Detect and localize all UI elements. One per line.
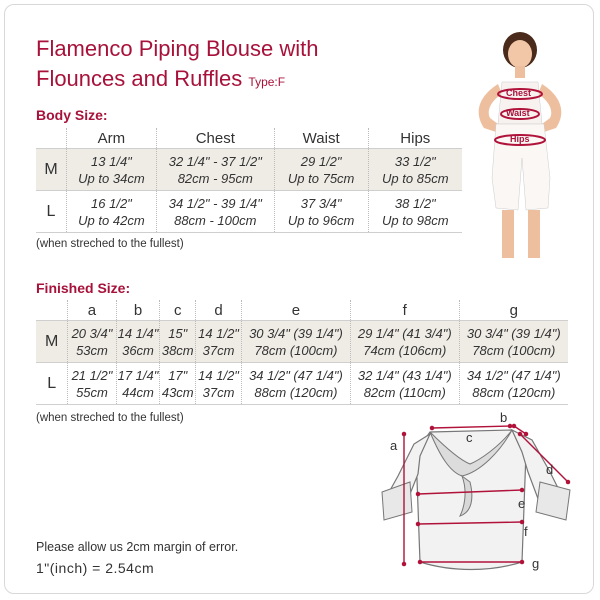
col-header-f: f xyxy=(350,300,459,321)
cell-centimeters: Up to 96cm xyxy=(287,212,355,228)
cell-centimeters: 78cm (100cm) xyxy=(472,342,556,358)
table-cell xyxy=(368,149,462,191)
body-size-note: (when streched to the fullest) xyxy=(36,238,184,250)
row-label-l: L xyxy=(36,191,66,233)
cell-inches: 32 1/4" (43 1/4") xyxy=(357,367,452,383)
cell-centimeters: 38cm xyxy=(161,342,194,358)
cell-centimeters: Up to 42cm xyxy=(78,212,145,228)
cell-centimeters: Up to 75cm xyxy=(287,170,355,186)
table-cell xyxy=(196,363,242,405)
finished-size-heading: Finished Size: xyxy=(36,280,131,296)
table-cell xyxy=(160,363,196,405)
cell-inches: 21 1/2" xyxy=(71,367,113,383)
diagram-label-d: d xyxy=(546,462,554,477)
table-cell xyxy=(350,321,459,363)
model-figure xyxy=(462,28,580,268)
col-header-chest: Chest xyxy=(156,128,274,149)
cell-centimeters: Up to 85cm xyxy=(382,170,449,186)
cell-centimeters: 55cm xyxy=(76,384,108,400)
type-label: Type:F xyxy=(248,75,286,89)
table-cell xyxy=(66,191,156,233)
unit-conversion-note: 1"(inch) = 2.54cm xyxy=(36,560,155,576)
corner-cell xyxy=(36,300,68,321)
table-cell xyxy=(116,363,160,405)
finished-size-table xyxy=(36,300,568,405)
table-cell xyxy=(116,321,160,363)
cell-centimeters: Up to 98cm xyxy=(382,212,449,228)
title-line-1: Flamenco Piping Blouse with xyxy=(36,36,319,61)
cell-centimeters: 37cm xyxy=(202,384,235,400)
cell-inches: 29 1/4" (41 3/4") xyxy=(357,325,452,341)
cell-centimeters: 74cm (106cm) xyxy=(363,342,447,358)
cell-inches: 32 1/4" - 37 1/2" xyxy=(168,153,262,169)
diagram-label-f: f xyxy=(524,524,528,539)
cell-centimeters: 88cm (120cm) xyxy=(254,384,338,400)
table-cell xyxy=(368,191,462,233)
cell-inches: 15" xyxy=(168,325,188,341)
row-label-l: L xyxy=(36,363,68,405)
col-header-g: g xyxy=(459,300,568,321)
cell-centimeters: Up to 34cm xyxy=(78,170,145,186)
cell-inches: 16 1/2" xyxy=(91,195,132,211)
diagram-label-c: c xyxy=(466,430,473,445)
table-row xyxy=(36,321,568,363)
table-cell xyxy=(242,363,351,405)
table-cell xyxy=(160,321,196,363)
table-row xyxy=(36,191,462,233)
table-cell xyxy=(274,191,368,233)
cell-centimeters: 53cm xyxy=(76,342,108,358)
diagram-label-g: g xyxy=(532,556,540,571)
diagram-label-b: b xyxy=(500,412,508,425)
cell-inches: 30 3/4" (39 1/4") xyxy=(466,325,561,341)
cell-centimeters: 82cm - 95cm xyxy=(177,170,253,186)
cell-inches: 37 3/4" xyxy=(300,195,342,211)
cell-centimeters: 88cm - 100cm xyxy=(174,212,257,228)
table-cell xyxy=(274,149,368,191)
cell-inches: 33 1/2" xyxy=(394,153,436,169)
waist-label: Waist xyxy=(506,108,530,118)
cell-inches: 34 1/2" - 39 1/4" xyxy=(168,195,262,211)
table-cell xyxy=(196,321,242,363)
cell-inches: 17" xyxy=(168,367,188,383)
cell-centimeters: 36cm xyxy=(122,342,154,358)
table-cell xyxy=(350,363,459,405)
diagram-label-a: a xyxy=(390,438,398,453)
cell-inches: 34 1/2" (47 1/4") xyxy=(466,367,561,383)
cell-centimeters: 88cm (120cm) xyxy=(472,384,556,400)
table-cell xyxy=(68,363,116,405)
col-header-arm: Arm xyxy=(66,128,156,149)
table-cell xyxy=(242,321,351,363)
chest-label: Chest xyxy=(506,88,532,98)
cell-inches: 29 1/2" xyxy=(300,153,342,169)
col-header-d: d xyxy=(196,300,242,321)
table-cell xyxy=(459,363,568,405)
table-cell xyxy=(156,149,274,191)
cell-inches: 30 3/4" (39 1/4") xyxy=(249,325,343,341)
cell-inches: 14 1/2" xyxy=(198,367,239,383)
cell-inches: 17 1/4" xyxy=(117,367,159,383)
cell-inches: 38 1/2" xyxy=(394,195,436,211)
finished-size-note: (when streched to the fullest) xyxy=(36,412,184,424)
cell-centimeters: 43cm xyxy=(161,384,194,400)
title-line-2: Flounces and Ruffles xyxy=(36,66,243,91)
margin-of-error-note: Please allow us 2cm margin of error. xyxy=(36,540,239,554)
blouse-diagram xyxy=(380,412,580,590)
col-header-a: a xyxy=(68,300,116,321)
cell-inches: 20 3/4" xyxy=(71,325,113,341)
table-cell xyxy=(156,191,274,233)
col-header-b: b xyxy=(116,300,160,321)
diagram-label-e: e xyxy=(518,496,526,511)
cell-centimeters: 78cm (100cm) xyxy=(254,342,338,358)
cell-centimeters: 37cm xyxy=(202,342,235,358)
table-cell xyxy=(68,321,116,363)
col-header-waist: Waist xyxy=(274,128,368,149)
cell-inches: 34 1/2" (47 1/4") xyxy=(249,367,343,383)
product-title xyxy=(36,34,318,97)
corner-cell xyxy=(36,128,66,149)
cell-inches: 13 1/4" xyxy=(91,153,132,169)
table-row xyxy=(36,363,568,405)
table-row xyxy=(36,149,462,191)
col-header-hips: Hips xyxy=(368,128,462,149)
cell-inches: 14 1/4" xyxy=(117,325,159,341)
cell-centimeters: 82cm (110cm) xyxy=(363,384,446,400)
table-cell xyxy=(66,149,156,191)
cell-inches: 14 1/2" xyxy=(198,325,239,341)
col-header-e: e xyxy=(242,300,351,321)
hips-label: Hips xyxy=(510,134,530,144)
row-label-m: M xyxy=(36,149,66,191)
cell-centimeters: 44cm xyxy=(122,384,154,400)
col-header-c: c xyxy=(160,300,196,321)
table-cell xyxy=(459,321,568,363)
body-size-table xyxy=(36,128,462,233)
body-size-heading: Body Size: xyxy=(36,107,108,123)
row-label-m: M xyxy=(36,321,68,363)
